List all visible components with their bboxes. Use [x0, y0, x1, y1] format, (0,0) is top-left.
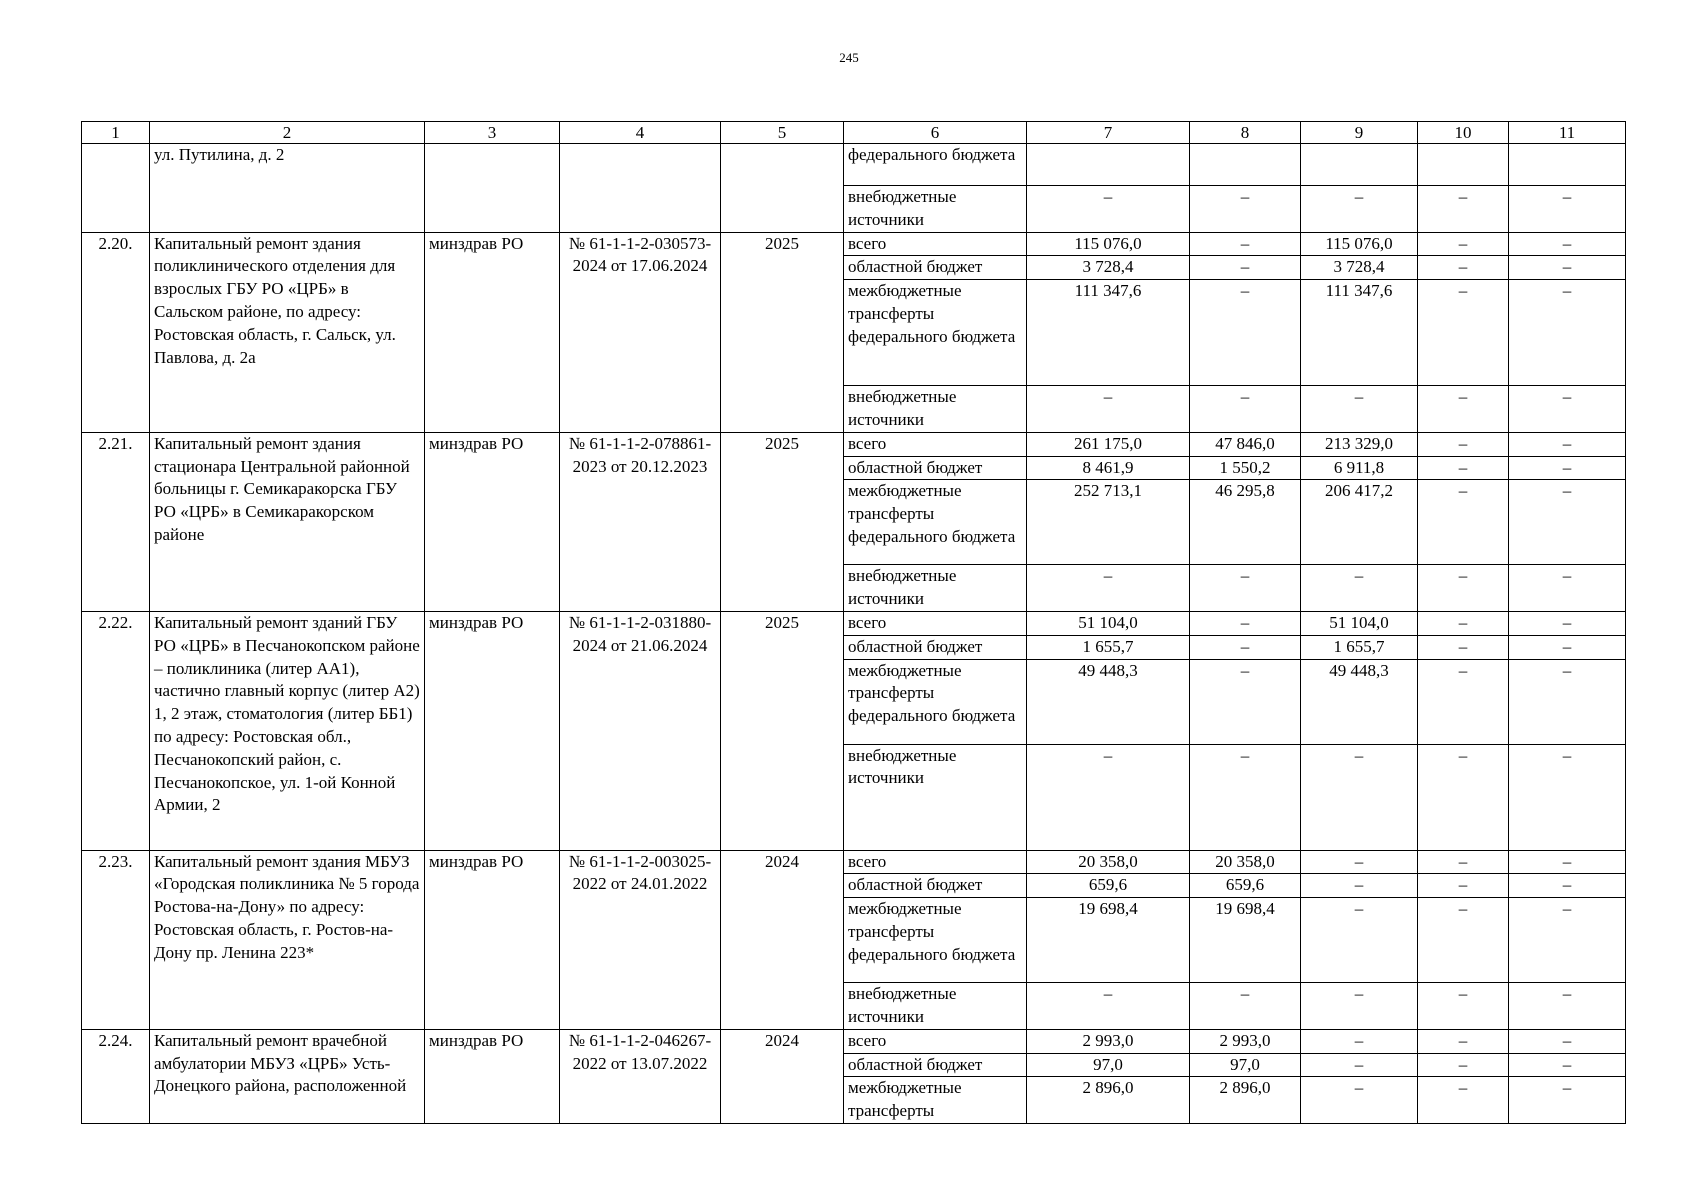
value-cell-col10: – [1418, 432, 1509, 456]
value-cell-col11: – [1509, 480, 1626, 565]
table-row [82, 232, 1626, 256]
value-cell-col8: – [1190, 186, 1301, 233]
table-row [82, 432, 1626, 456]
value-cell-col11: – [1509, 611, 1626, 635]
column-header: 7 [1027, 122, 1190, 144]
column-header: 2 [150, 122, 425, 144]
value-cell-col10: – [1418, 232, 1509, 256]
value-cell-col8: 46 295,8 [1190, 480, 1301, 565]
value-cell-col9: – [1301, 850, 1418, 874]
funding-source-cell: всего [844, 432, 1027, 456]
page-number: 245 [839, 50, 859, 65]
value-cell-col11: – [1509, 280, 1626, 386]
funding-source-cell: внебюджетные источники [844, 983, 1027, 1030]
funding-source-cell: межбюджетные трансферты федерального бюджета [844, 898, 1027, 983]
value-cell-col10: – [1418, 659, 1509, 744]
value-cell-col9: – [1301, 386, 1418, 433]
value-cell-col9: 115 076,0 [1301, 232, 1418, 256]
value-cell-col10: – [1418, 611, 1509, 635]
funding-source-cell: областной бюджет [844, 635, 1027, 659]
value-cell-col9: – [1301, 983, 1418, 1030]
value-cell-col8: – [1190, 256, 1301, 280]
value-cell-col8: 2 896,0 [1190, 1077, 1301, 1124]
value-cell-col10: – [1418, 280, 1509, 386]
executor-cell: минздрав РО [425, 432, 560, 611]
value-cell-col9: 1 655,7 [1301, 635, 1418, 659]
executor-cell: минздрав РО [425, 611, 560, 850]
value-cell-col7: 659,6 [1027, 874, 1190, 898]
value-cell-col8: – [1190, 232, 1301, 256]
value-cell-col7: 2 896,0 [1027, 1077, 1190, 1124]
funding-source-cell: областной бюджет [844, 256, 1027, 280]
value-cell-col7: – [1027, 386, 1190, 433]
value-cell-col11: – [1509, 1029, 1626, 1053]
funding-source-cell: областной бюджет [844, 874, 1027, 898]
value-cell-col10 [1418, 144, 1509, 186]
column-header: 5 [721, 122, 844, 144]
year-cell: 2024 [721, 1029, 844, 1123]
document-cell [560, 144, 721, 233]
value-cell-col11: – [1509, 232, 1626, 256]
value-cell-col11: – [1509, 456, 1626, 480]
value-cell-col10: – [1418, 983, 1509, 1030]
object-name-cell: Капитальный ремонт здания стационара Центральной районной больницы г. Семикаракорска ГБУ РО «ЦРБ» в Семикаракорском районе [150, 432, 425, 611]
row-number-cell: 2.21. [82, 432, 150, 611]
column-header: 10 [1418, 122, 1509, 144]
row-number-cell: 2.24. [82, 1029, 150, 1123]
row-number-cell: 2.23. [82, 850, 150, 1029]
value-cell-col11: – [1509, 983, 1626, 1030]
value-cell-col8: – [1190, 744, 1301, 850]
executor-cell: минздрав РО [425, 1029, 560, 1123]
value-cell-col8: – [1190, 983, 1301, 1030]
executor-cell: минздрав РО [425, 232, 560, 432]
value-cell-col7: 261 175,0 [1027, 432, 1190, 456]
object-name-cell: Капитальный ремонт зданий ГБУ РО «ЦРБ» в Песчанокопском районе – поликлиника (литер АА1), частично главный корпус (литер А2) 1, 2 этаж, стоматология (литер ББ1) по адресу: Ростовская обл., Песчанокопский район, с. Песчанокопское, ул. 1-ой Конной Армии, 2 [150, 611, 425, 850]
value-cell-col10: – [1418, 386, 1509, 433]
value-cell-col8: – [1190, 280, 1301, 386]
funding-source-cell: всего [844, 611, 1027, 635]
row-number-cell [82, 144, 150, 233]
table-row [82, 611, 1626, 635]
value-cell-col8 [1190, 144, 1301, 186]
value-cell-col7: 51 104,0 [1027, 611, 1190, 635]
program-table [81, 121, 1626, 1124]
value-cell-col7: 97,0 [1027, 1053, 1190, 1077]
value-cell-col10: – [1418, 480, 1509, 565]
value-cell-col7: 19 698,4 [1027, 898, 1190, 983]
funding-source-cell: внебюджетные источники [844, 386, 1027, 433]
year-cell: 2025 [721, 432, 844, 611]
column-header: 6 [844, 122, 1027, 144]
value-cell-col9: 51 104,0 [1301, 611, 1418, 635]
value-cell-col8: 659,6 [1190, 874, 1301, 898]
year-cell: 2024 [721, 850, 844, 1029]
document-cell: № 61-1-1-2-078861-2023 от 20.12.2023 [560, 432, 721, 611]
column-header: 8 [1190, 122, 1301, 144]
value-cell-col9: – [1301, 898, 1418, 983]
value-cell-col7: 115 076,0 [1027, 232, 1190, 256]
value-cell-col9: – [1301, 1077, 1418, 1124]
value-cell-col9 [1301, 144, 1418, 186]
value-cell-col11: – [1509, 386, 1626, 433]
value-cell-col7: – [1027, 565, 1190, 612]
document-cell: № 61-1-1-2-046267-2022 от 13.07.2022 [560, 1029, 721, 1123]
value-cell-col8: 2 993,0 [1190, 1029, 1301, 1053]
funding-source-cell: всего [844, 850, 1027, 874]
column-header: 1 [82, 122, 150, 144]
value-cell-col9: – [1301, 565, 1418, 612]
funding-source-cell: областной бюджет [844, 1053, 1027, 1077]
object-name-cell: Капитальный ремонт здания МБУЗ «Городская поликлиника № 5 города Ростова-на-Дону» по адресу: Ростовская область, г. Ростов-на-Дону пр. Ленина 223* [150, 850, 425, 1029]
column-header: 9 [1301, 122, 1418, 144]
row-number-cell: 2.20. [82, 232, 150, 432]
funding-source-cell: внебюджетные источники [844, 744, 1027, 850]
value-cell-col7: 3 728,4 [1027, 256, 1190, 280]
value-cell-col9: – [1301, 744, 1418, 850]
value-cell-col9: 213 329,0 [1301, 432, 1418, 456]
value-cell-col7: 8 461,9 [1027, 456, 1190, 480]
value-cell-col8: – [1190, 659, 1301, 744]
funding-source-cell: межбюджетные трансферты федерального бюджета [844, 480, 1027, 565]
document-cell: № 61-1-1-2-030573-2024 от 17.06.2024 [560, 232, 721, 432]
value-cell-col11: – [1509, 432, 1626, 456]
object-name-cell: Капитальный ремонт врачебной амбулатории МБУЗ «ЦРБ» Усть-Донецкого района, расположенной [150, 1029, 425, 1123]
value-cell-col8: 1 550,2 [1190, 456, 1301, 480]
row-number-cell: 2.22. [82, 611, 150, 850]
year-cell: 2025 [721, 232, 844, 432]
value-cell-col10: – [1418, 256, 1509, 280]
value-cell-col7: 49 448,3 [1027, 659, 1190, 744]
value-cell-col10: – [1418, 1029, 1509, 1053]
value-cell-col8: 19 698,4 [1190, 898, 1301, 983]
value-cell-col11: – [1509, 659, 1626, 744]
value-cell-col7: 2 993,0 [1027, 1029, 1190, 1053]
value-cell-col11: – [1509, 565, 1626, 612]
value-cell-col10: – [1418, 456, 1509, 480]
value-cell-col7: – [1027, 186, 1190, 233]
funding-source-cell: всего [844, 1029, 1027, 1053]
funding-source-cell: межбюджетные трансферты [844, 1077, 1027, 1124]
value-cell-col8: – [1190, 565, 1301, 612]
value-cell-col9: 49 448,3 [1301, 659, 1418, 744]
funding-source-cell: межбюджетные трансферты федерального бюджета [844, 659, 1027, 744]
column-header: 4 [560, 122, 721, 144]
executor-cell: минздрав РО [425, 850, 560, 1029]
year-cell [721, 144, 844, 233]
value-cell-col8: – [1190, 635, 1301, 659]
value-cell-col10: – [1418, 565, 1509, 612]
object-name-cell: Капитальный ремонт здания поликлинического отделения для взрослых ГБУ РО «ЦРБ» в Сальском районе, по адресу: Ростовская область, г. Сальск, ул. Павлова, д. 2а [150, 232, 425, 432]
value-cell-col7: 252 713,1 [1027, 480, 1190, 565]
value-cell-col7: – [1027, 744, 1190, 850]
funding-source-cell: федерального бюджета [844, 144, 1027, 186]
value-cell-col11: – [1509, 256, 1626, 280]
table-row [82, 1029, 1626, 1053]
value-cell-col9: – [1301, 186, 1418, 233]
value-cell-col10: – [1418, 1053, 1509, 1077]
value-cell-col8: 97,0 [1190, 1053, 1301, 1077]
executor-cell [425, 144, 560, 233]
funding-source-cell: всего [844, 232, 1027, 256]
value-cell-col11: – [1509, 850, 1626, 874]
value-cell-col9: 3 728,4 [1301, 256, 1418, 280]
value-cell-col9: 111 347,6 [1301, 280, 1418, 386]
value-cell-col8: – [1190, 386, 1301, 433]
value-cell-col10: – [1418, 874, 1509, 898]
value-cell-col9: – [1301, 874, 1418, 898]
value-cell-col11 [1509, 144, 1626, 186]
value-cell-col9: – [1301, 1029, 1418, 1053]
value-cell-col7: 20 358,0 [1027, 850, 1190, 874]
funding-source-cell: внебюджетные источники [844, 565, 1027, 612]
value-cell-col7: 111 347,6 [1027, 280, 1190, 386]
funding-source-cell: межбюджетные трансферты федерального бюджета [844, 280, 1027, 386]
value-cell-col7: 1 655,7 [1027, 635, 1190, 659]
column-header: 3 [425, 122, 560, 144]
year-cell: 2025 [721, 611, 844, 850]
value-cell-col8: 20 358,0 [1190, 850, 1301, 874]
value-cell-col11: – [1509, 186, 1626, 233]
value-cell-col10: – [1418, 898, 1509, 983]
value-cell-col10: – [1418, 186, 1509, 233]
value-cell-col7: – [1027, 983, 1190, 1030]
value-cell-col10: – [1418, 744, 1509, 850]
value-cell-col7 [1027, 144, 1190, 186]
value-cell-col11: – [1509, 635, 1626, 659]
value-cell-col10: – [1418, 850, 1509, 874]
value-cell-col11: – [1509, 744, 1626, 850]
value-cell-col9: 206 417,2 [1301, 480, 1418, 565]
document-cell: № 61-1-1-2-031880-2024 от 21.06.2024 [560, 611, 721, 850]
column-number-row [82, 122, 1626, 144]
value-cell-col10: – [1418, 635, 1509, 659]
value-cell-col8: 47 846,0 [1190, 432, 1301, 456]
funding-source-cell: областной бюджет [844, 456, 1027, 480]
funding-source-cell: внебюджетные источники [844, 186, 1027, 233]
value-cell-col8: – [1190, 611, 1301, 635]
value-cell-col9: 6 911,8 [1301, 456, 1418, 480]
object-name-cell: ул. Путилина, д. 2 [150, 144, 425, 233]
value-cell-col9: – [1301, 1053, 1418, 1077]
value-cell-col11: – [1509, 898, 1626, 983]
document-cell: № 61-1-1-2-003025-2022 от 24.01.2022 [560, 850, 721, 1029]
value-cell-col11: – [1509, 1053, 1626, 1077]
value-cell-col10: – [1418, 1077, 1509, 1124]
value-cell-col11: – [1509, 874, 1626, 898]
column-header: 11 [1509, 122, 1626, 144]
table-row [82, 850, 1626, 874]
value-cell-col11: – [1509, 1077, 1626, 1124]
table-row [82, 144, 1626, 186]
